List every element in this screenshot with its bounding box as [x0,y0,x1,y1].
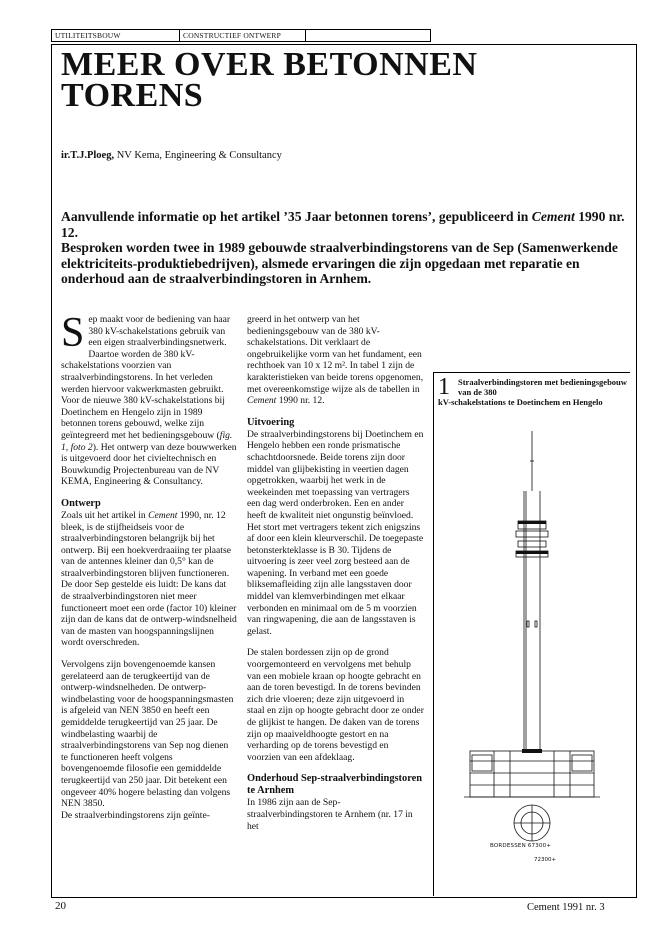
onderhoud-paragraph: In 1986 zijn aan de Sep-straalverbindingstoren te Arnhem (nr. 17 in het [247,797,413,832]
title-line-1: MEER OVER BETONNEN [61,46,478,83]
figure-caption-continued: kV-schakelstations te Doetinchem en Hengelo [438,397,603,407]
figure-1 [433,372,630,896]
ontwerp-text: Zoals uit het artikel in [61,509,149,521]
article-title [61,46,621,114]
lead-journal: Cement [531,209,575,224]
byline [61,150,282,161]
journal-issue: Cement 1991 nr. 3 [527,902,605,913]
section-header-bar [51,29,431,42]
foundation-text: greerd in het ontwerp van het bedieningsgebouw van de 380 kV-schakelstations. Dit verklaart de ongebruikelijke vorm van het fundament, een rechthoek van 10 x 12 m². In tabel 1 zijn de karakteristieken van beide torens opgenomen, met overeenkomstige wijze als de tabellen in [247,314,424,395]
heading-onderhoud: Onderhoud Sep-straalverbindingstoren te Arnhem [247,773,423,797]
continuation-paragraph: De straalverbindingstorens zijn geïnte- [61,809,210,821]
tower-drawing [434,431,630,851]
title-line-2: TORENS [61,77,204,114]
figure-reference: fig. 1, foto 2 [61,429,233,453]
lead-paragraph [61,209,629,287]
lead-text-end: 1990 nr. 12. [61,209,625,240]
windload-paragraph: Vervolgens zijn bovengenoemde kansen gerelateerd aan de terugkeertijd van de ontwerp-windsnelheden. De ontwerp-windbelasting voor de hoogspanningsmasten is afgeleid van NEN 3850 en heeft een gemiddelde terugkeertijd van 25 jaar. De windbelasting waarbij de straalverbindingstorens van Sep nog dienen te functioneren heeft volgens bovengenoemde filosofie een gemiddelde terugkeertijd van 250 jaar. Dit betekent een ongeveer 40% hogere belasting dan volgens NEN 3850. [61,659,234,810]
intro-paragraph [61,310,237,488]
figure-label-level: 72300+ [534,857,557,863]
ontwerp-paragraph [61,510,237,649]
lead-sentence-2: Besproken worden twee in 1989 gebouwde straalverbindingstorens van de Sep (Samenwerkende elektriciteits-produktiebedrijven), alsmede ervaringen die zijn opgedaan met reparatie en onderhoud aan de straalverbindingstoren in Arnhem. [61,240,618,287]
lead-text: Aanvullende informatie op het artikel ’35 Jaar betonnen torens’, gepubliceerd in [61,209,532,224]
lead-sentence-1 [61,209,629,240]
page-number: 20 [55,900,66,912]
heading-ontwerp: Ontwerp [61,497,101,509]
text-column-1 [61,310,237,821]
author-name: ir.T.J.Ploeg, [61,150,115,161]
ontwerp-text-end: 1990, nr. 12 bleek, is de stijfheidseis voor de straalverbindingstoren belangrijk bij het ontwerp. Bij een hoekverdraaiing ter plaatse van de antennes kleiner dan 0,5° kan de straalverbindingstoren blijven functioneren. De door Sep gestelde eis luidt: De kans dat de straalverbindingstoren niet meer functioneert moet een orde (factor 10) kleiner zijn dan de kans dat de ontwerp-windsnelheid van de masten van hoogspanningslijnen wordt overschreden. [61,509,237,649]
intro-text-end: ). Het ontwerp van deze bouwwerken is uitgevoerd door het civieltechnisch en Bouwkundig Projectenbureau van de NV KEMA, Engineering & Consultancy. [61,441,237,488]
text-column-2 [247,314,424,832]
figure-number: 1 [438,374,450,400]
section-label-utiliteitsbouw: UTILITEITSBOUW [52,30,180,41]
journal-name: Cement [247,395,277,407]
author-affiliation: NV Kema, Engineering & Consultancy [114,150,282,161]
drop-cap: S [61,310,85,356]
foundation-text-end: 1990 nr. 12. [276,395,325,407]
figure-label-bordessen: BORDESSEN 67300+ [490,843,552,849]
intro-text: ep maakt voor de bediening van haar 380 kV-schakelstations gebruik van een eigen straalverbindingsnetwerk. Daartoe worden de 380 kV-schakelstations voorzien van straalverbindingstorens. In het verleden werden hiervoor vakwerkmasten gebruikt. Voor de nieuwe 380 kV-schakelstations bij Doetinchem en Hengelo zijn in 1989 betonnen torens gebouwd, welke zijn geïntegreerd met het bedieningsgebouw ( [61,314,231,441]
journal-name: Cement [148,509,178,521]
uitvoering-paragraph: De straalverbindingstorens bij Doetinchem en Hengelo hebben een ronde prismatische schachtdoorsnede. Beide torens zijn door middel van glijbekisting in veertien dagen opgetrokken, waarbij het werk in de weekeinden met toepassing van vertragers een dag werd onderbroken. Een en ander heeft de kwaliteit niet ongunstig beïnvloed. Het stort met vertragers tekent zich enigszins af door een klein kleurverschil. De toegepaste betonsterkteklasse is B 30. Tijdens de uitvoering is zeer veel zorg besteed aan de wapening. In verband met een goede bliksemafleiding zijn alle langsstaven door middel van klemverbindingen met elkaar verbonden en minimaal om de 5 m voorzien van ringwapening, die aan de langsstaven is gelast. [247,428,424,637]
bordessen-paragraph: De stalen bordessen zijn op de grond voorgemonteerd en vervolgens met behulp van een mobiele kraan op hoogte gebracht en aan de toren bevestigd. In de torens bevinden zich drie vloeren; deze zijn uitgevoerd in staal en zijn op hoogte gebracht door ze onder de glijkist te hangen. De daken van de torens zijn op maaiveldhoogte gestort en na verharding op de torens bevestigd en voorzien van een afdeklaag. [247,647,424,763]
heading-uitvoering: Uitvoering [247,416,295,428]
foundation-paragraph [247,314,424,407]
section-label-constructief-ontwerp: CONSTRUCTIEF ONTWERP [180,30,306,41]
figure-caption: Straalverbindingstoren met bedieningsgebouw van de 380 [458,377,627,397]
